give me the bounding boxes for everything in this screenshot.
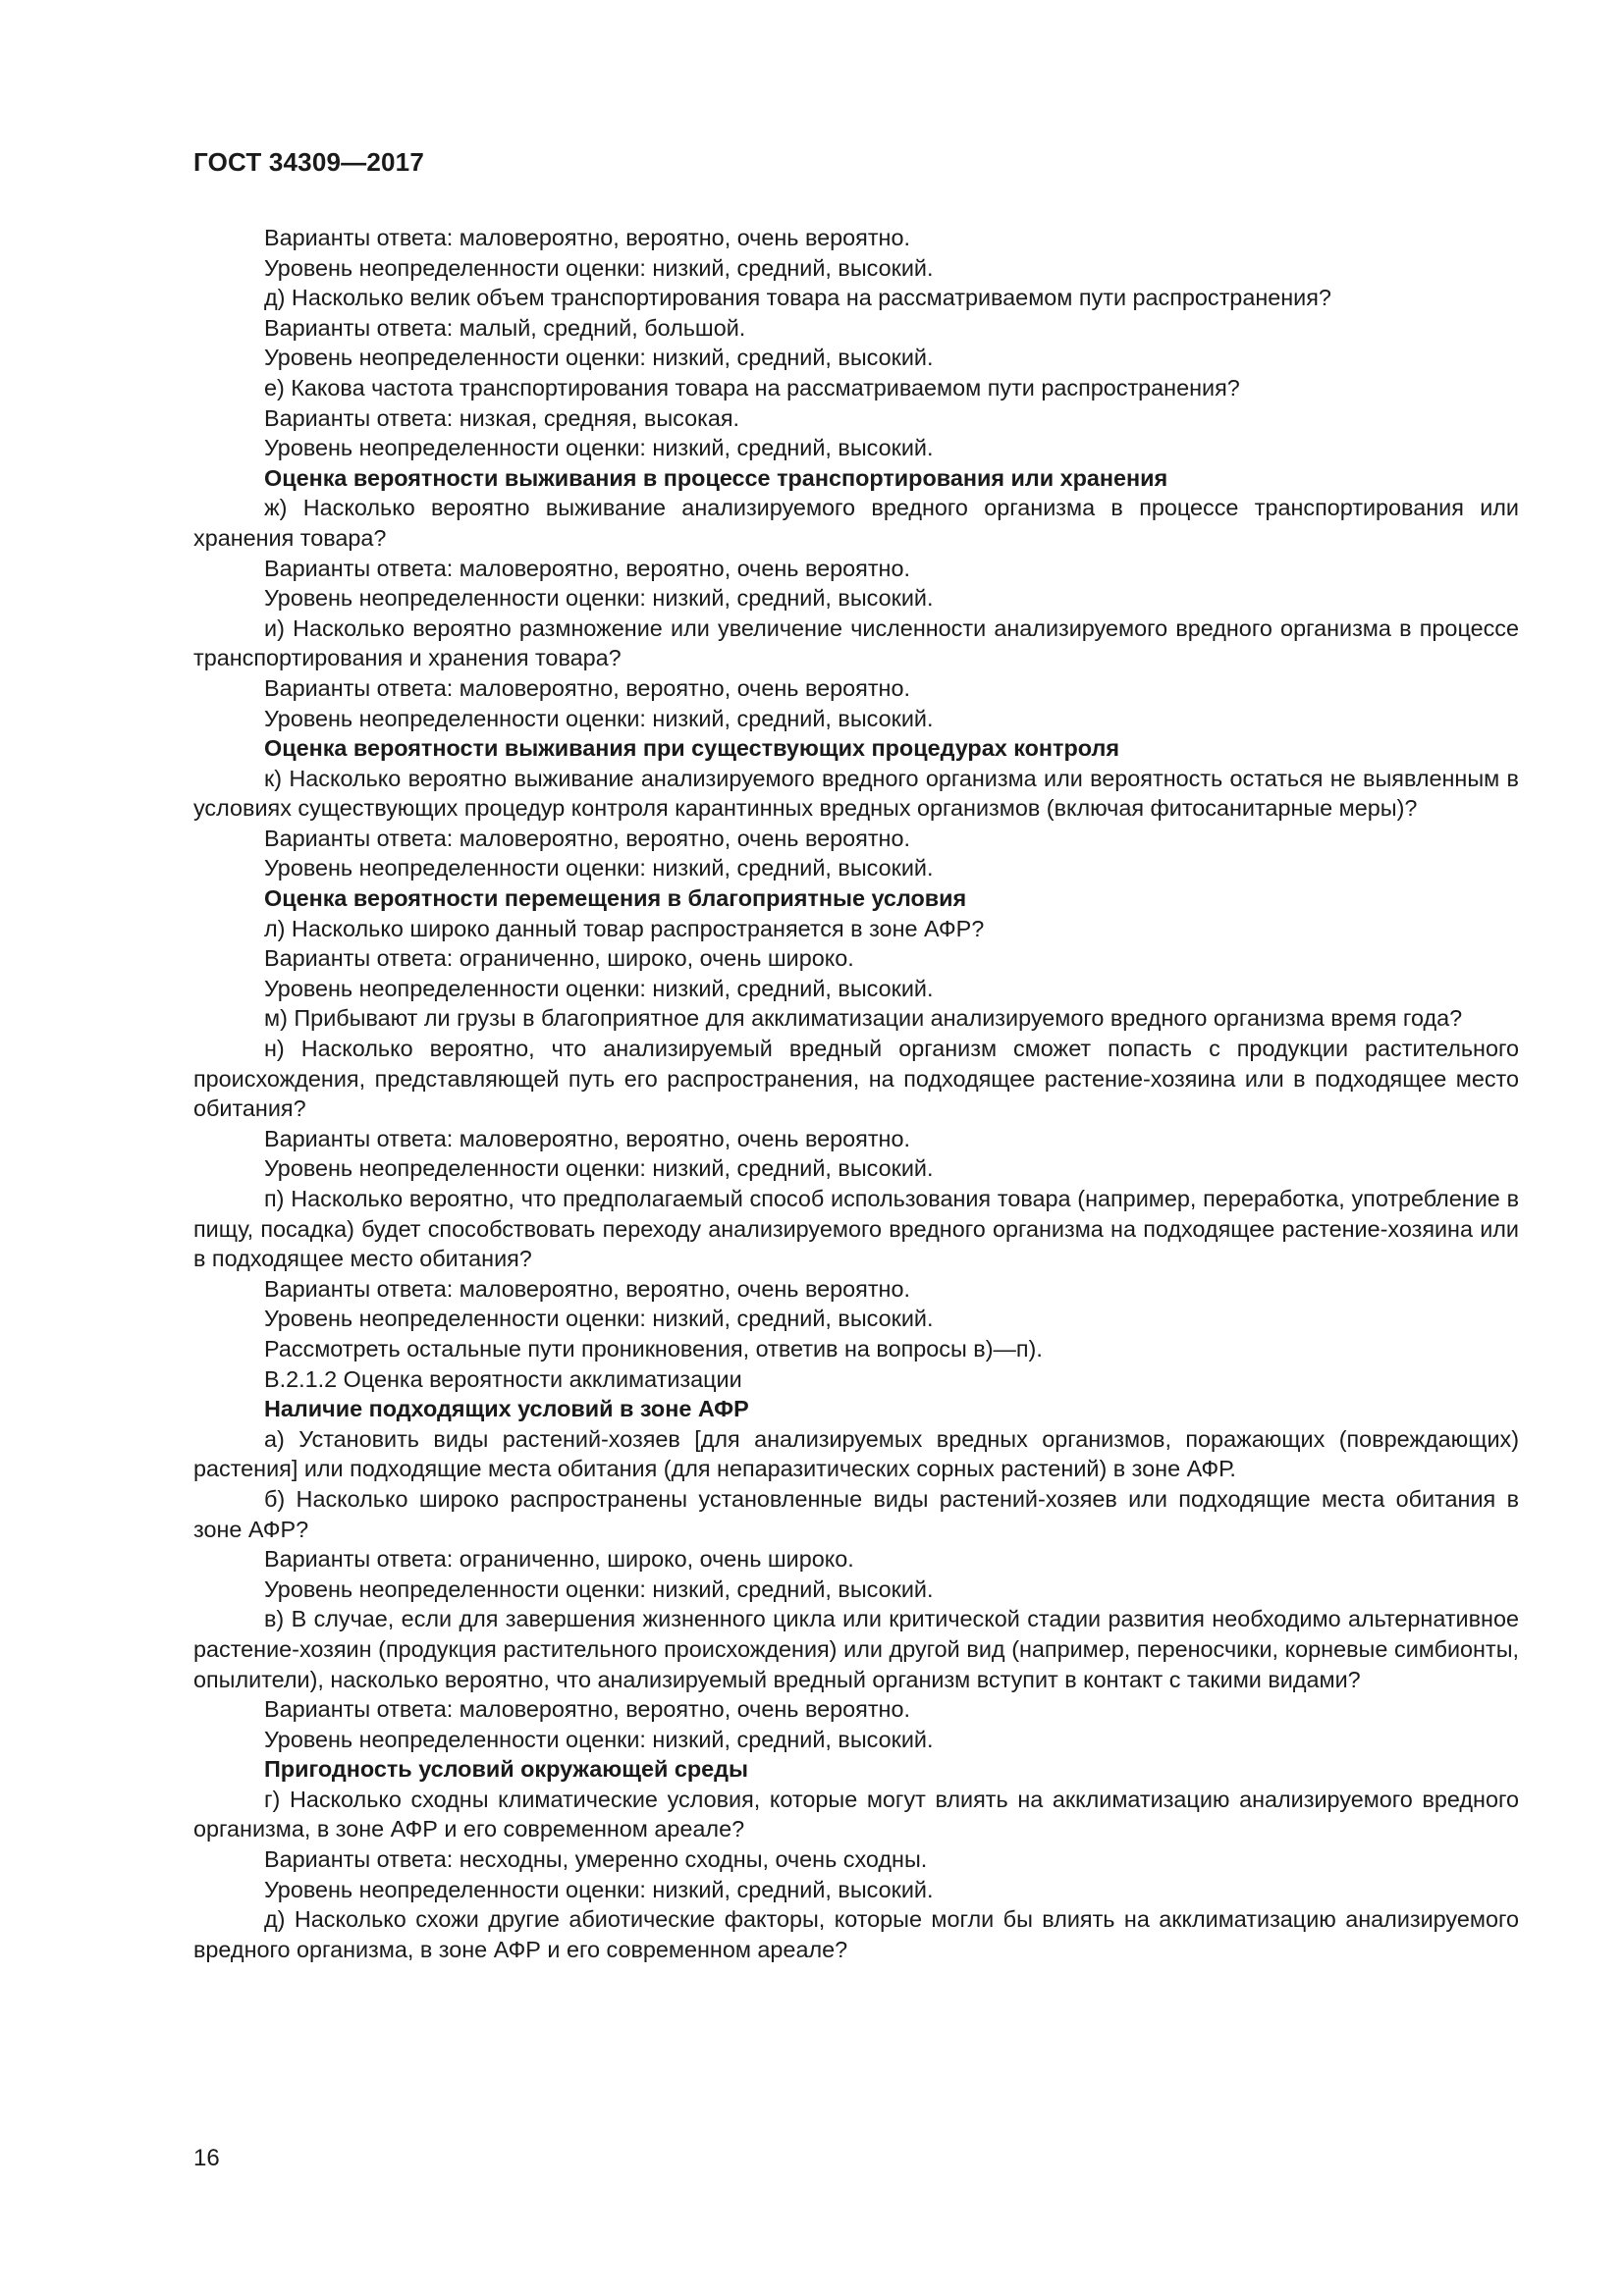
paragraph: Варианты ответа: маловероятно, вероятно, очень вероятно. xyxy=(264,1696,910,1723)
paragraph: Уровень неопределенности оценки: низкий, средний, высокий. xyxy=(264,1575,934,1602)
paragraph: п) Насколько вероятно, что предполагаемый способ использования товара (например, переработка, употребление в пищу, посадка) будет способствовать переходу анализируемого вредного организма на подходящее растение-хозяина или в подходящее место обитания? xyxy=(193,1186,1519,1272)
paragraph: Уровень неопределенности оценки: низкий, средний, высокий. xyxy=(264,855,934,881)
paragraph: Варианты ответа: ограниченно, широко, очень широко. xyxy=(264,945,854,972)
paragraph: Уровень неопределенности оценки: низкий, средний, высокий. xyxy=(264,345,934,371)
paragraph: В.2.1.2 Оценка вероятности акклиматизации xyxy=(264,1365,742,1392)
paragraph: Уровень неопределенности оценки: низкий, средний, высокий. xyxy=(264,1155,934,1182)
document-body xyxy=(193,223,1519,1964)
paragraph: д) Насколько схожи другие абиотические факторы, которые могли бы влиять на акклиматизацию анализируемого вредного организма, в зоне АФР и его современном ареале? xyxy=(193,1906,1519,1962)
paragraph: в) В случае, если для завершения жизненного цикла или критической стадии развития необходимо альтернативное растение-хозяин (продукция растительного происхождения) или другой вид (например, переносчики, корневые симбионты, опылители), насколько вероятно, что анализируемый вредный организм вступит в контакт с такими видами? xyxy=(193,1606,1519,1692)
paragraph: Уровень неопределенности оценки: низкий, средний, высокий. xyxy=(264,254,934,281)
section-heading: Наличие подходящих условий в зоне АФР xyxy=(264,1396,749,1422)
paragraph: Уровень неопределенности оценки: низкий, средний, высокий. xyxy=(264,1876,934,1902)
section-heading: Оценка вероятности перемещения в благоприятные условия xyxy=(264,885,967,912)
paragraph: д) Насколько велик объем транспортирования товара на рассматриваемом пути распространения? xyxy=(264,285,1331,311)
paragraph: Рассмотреть остальные пути проникновения, ответив на вопросы в)—п). xyxy=(264,1335,1043,1362)
paragraph: г) Насколько сходны климатические условия, которые могут влиять на акклиматизацию анализируемого вредного организма, в зоне АФР и его современном ареале? xyxy=(193,1786,1519,1842)
paragraph: к) Насколько вероятно выживание анализируемого вредного организма или вероятность остаться не выявленным в условиях существующих процедур контроля карантинных вредных организмов (включая фитосанитарные меры)? xyxy=(193,765,1519,822)
paragraph: Варианты ответа: маловероятно, вероятно, очень вероятно. xyxy=(264,674,910,701)
paragraph: и) Насколько вероятно размножение или увеличение численности анализируемого вредного организма в процессе транспортирования и хранения товара? xyxy=(193,614,1519,671)
paragraph: Уровень неопределенности оценки: низкий, средний, высокий. xyxy=(264,975,934,1001)
paragraph: Варианты ответа: низкая, средняя, высокая. xyxy=(264,404,740,431)
document-header: ГОСТ 34309—2017 xyxy=(193,147,424,177)
section-heading: Оценка вероятности выживания в процессе транспортирования или хранения xyxy=(264,464,1168,491)
paragraph: Уровень неопределенности оценки: низкий, средний, высокий. xyxy=(264,1306,934,1332)
paragraph: Варианты ответа: маловероятно, вероятно, очень вероятно. xyxy=(264,555,910,581)
paragraph: Варианты ответа: ограниченно, широко, очень широко. xyxy=(264,1546,854,1573)
paragraph: Уровень неопределенности оценки: низкий, средний, высокий. xyxy=(264,705,934,731)
section-heading: Пригодность условий окружающей среды xyxy=(264,1756,748,1783)
paragraph: н) Насколько вероятно, что анализируемый вредный организм сможет попасть с продукции растительного происхождения, представляющей путь его распространения, на подходящее растение-хозяина или в подходящее место обитания? xyxy=(193,1036,1519,1122)
paragraph: Уровень неопределенности оценки: низкий, средний, высокий. xyxy=(264,1726,934,1752)
paragraph: Уровень неопределенности оценки: низкий, средний, высокий. xyxy=(264,435,934,461)
page-number: 16 xyxy=(193,2145,220,2171)
paragraph: Варианты ответа: маловероятно, вероятно, очень вероятно. xyxy=(264,825,910,851)
paragraph: м) Прибывают ли грузы в благоприятное для акклиматизации анализируемого вредного организма время года? xyxy=(264,1005,1463,1032)
paragraph: Уровень неопределенности оценки: низкий, средний, высокий. xyxy=(264,585,934,612)
paragraph: Варианты ответа: малый, средний, большой. xyxy=(264,314,746,341)
paragraph: Варианты ответа: несходны, умеренно сходны, очень сходны. xyxy=(264,1846,928,1873)
paragraph: б) Насколько широко распространены установленные виды растений-хозяев или подходящие места обитания в зоне АФР? xyxy=(193,1485,1519,1542)
paragraph: ж) Насколько вероятно выживание анализируемого вредного организма в процессе транспортирования или хранения товара? xyxy=(193,495,1519,551)
paragraph: Варианты ответа: маловероятно, вероятно, очень вероятно. xyxy=(264,1125,910,1151)
section-heading: Оценка вероятности выживания при существующих процедурах контроля xyxy=(264,735,1119,762)
paragraph: е) Какова частота транспортирования товара на рассматриваемом пути распространения? xyxy=(264,374,1240,400)
paragraph: а) Установить виды растений-хозяев [для анализируемых вредных организмов, поражающих (повреждающих) растения] или подходящие места обитания (для непаразитических сорных растений) в зоне АФР. xyxy=(193,1425,1519,1482)
paragraph: л) Насколько широко данный товар распространяется в зоне АФР? xyxy=(264,915,985,941)
paragraph: Варианты ответа: маловероятно, вероятно, очень вероятно. xyxy=(264,1275,910,1302)
paragraph: Варианты ответа: маловероятно, вероятно, очень вероятно. xyxy=(264,225,910,250)
